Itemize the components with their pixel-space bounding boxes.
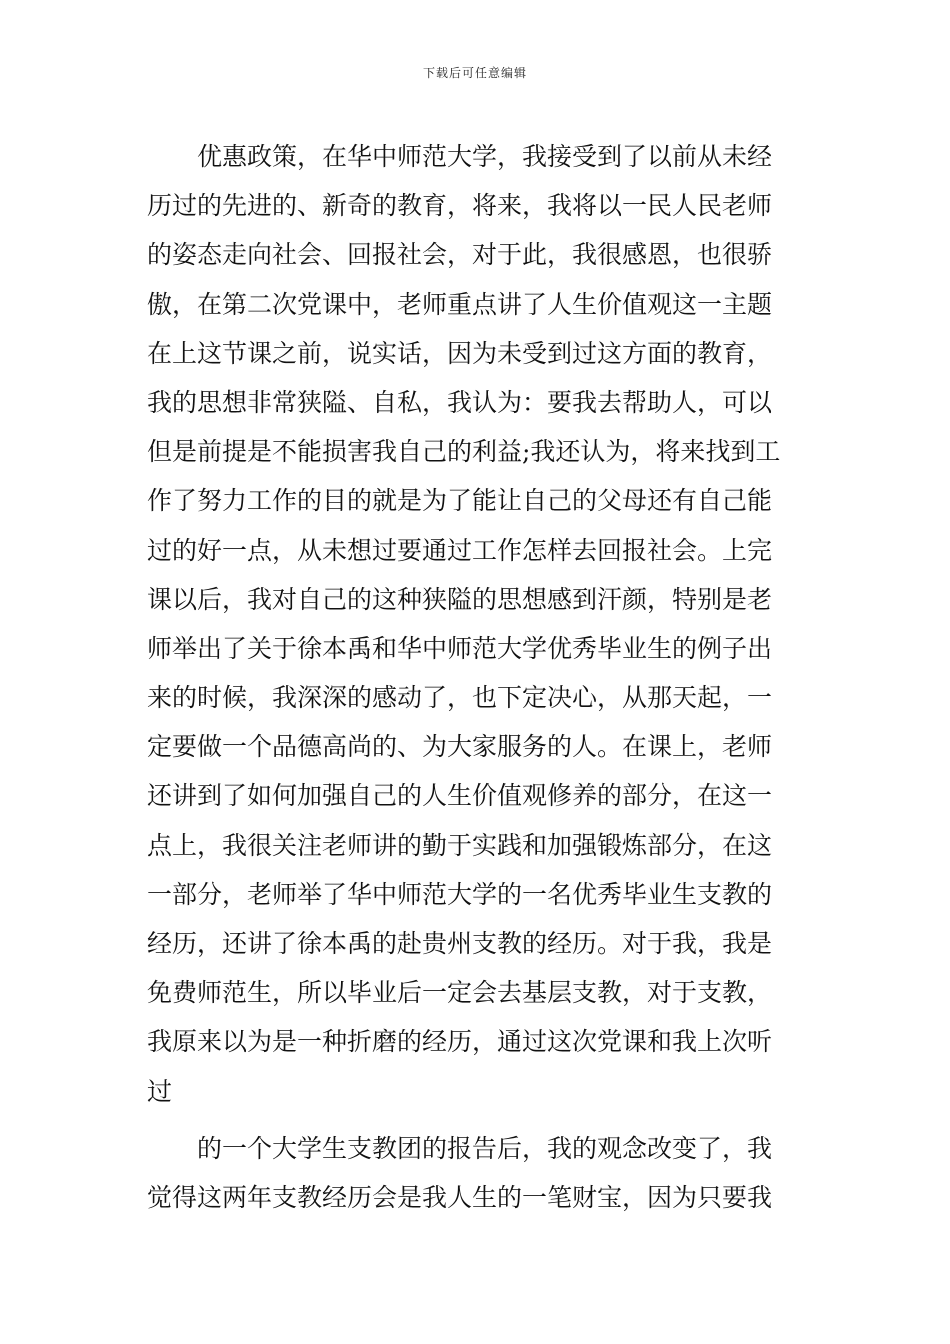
paragraph-line: 优惠政策，在华中师范大学，我接受到了以前从未经	[197, 142, 773, 171]
paragraph-line: 我原来以为是一种折磨的经历，通过这次党课和我上次听	[147, 1027, 773, 1057]
paragraph-line: 但是前提是不能损害我自己的利益;我还认为，将来找到工	[147, 437, 781, 467]
paragraph-line: 课以后，我对自己的这种狭隘的思想感到汗颜，特别是老	[147, 584, 773, 614]
paragraph-line: 来的时候，我深深的感动了，也下定决心，从那天起，一	[147, 683, 773, 713]
paragraph-line: 在上这节课之前，说实话，因为未受到过这方面的教育，	[147, 338, 773, 368]
paragraph-line: 还讲到了如何加强自己的人生价值观修养的部分，在这一	[147, 781, 773, 811]
document-body	[147, 132, 812, 1222]
paragraph-line: 作了努力工作的目的就是为了能让自己的父母还有自己能	[147, 486, 773, 516]
paragraph-gap	[147, 1116, 812, 1124]
paragraph-line: 点上，我很关注老师讲的勤于实践和加强锻炼部分，在这	[147, 830, 773, 860]
paragraph-line: 定要做一个品德高尚的、为大家服务的人。在课上，老师	[147, 732, 773, 762]
paragraph-line: 傲，在第二次党课中，老师重点讲了人生价值观这一主题	[147, 289, 773, 319]
paragraph-line: 师举出了关于徐本禹和华中师范大学优秀毕业生的例子出	[147, 633, 773, 663]
paragraph-line: 过的好一点，从未想过要通过工作怎样去回报社会。上完	[147, 535, 773, 565]
paragraph-line: 觉得这两年支教经历会是我人生的一笔财宝，因为只要我	[147, 1182, 773, 1212]
paragraph-line: 一部分，老师举了华中师范大学的一名优秀毕业生支教的	[147, 879, 773, 909]
paragraph-line: 过	[147, 1076, 173, 1106]
paragraph-line: 免费师范生，所以毕业后一定会去基层支教，对于支教，	[147, 978, 773, 1008]
paragraph-line: 我的思想非常狭隘、自私，我认为：要我去帮助人，可以	[147, 387, 773, 417]
page-header: 下载后可任意编辑	[422, 66, 527, 80]
paragraph-line: 的一个大学生支教团的报告后，我的观念改变了，我	[197, 1133, 773, 1163]
paragraph-line: 的姿态走向社会、回报社会，对于此，我很感恩，也很骄	[147, 240, 773, 270]
paragraph-line: 经历，还讲了徐本禹的赴贵州支教的经历。对于我，我是	[147, 929, 773, 958]
paragraph-line: 历过的先进的、新奇的教育，将来，我将以一民人民老师	[147, 191, 773, 221]
